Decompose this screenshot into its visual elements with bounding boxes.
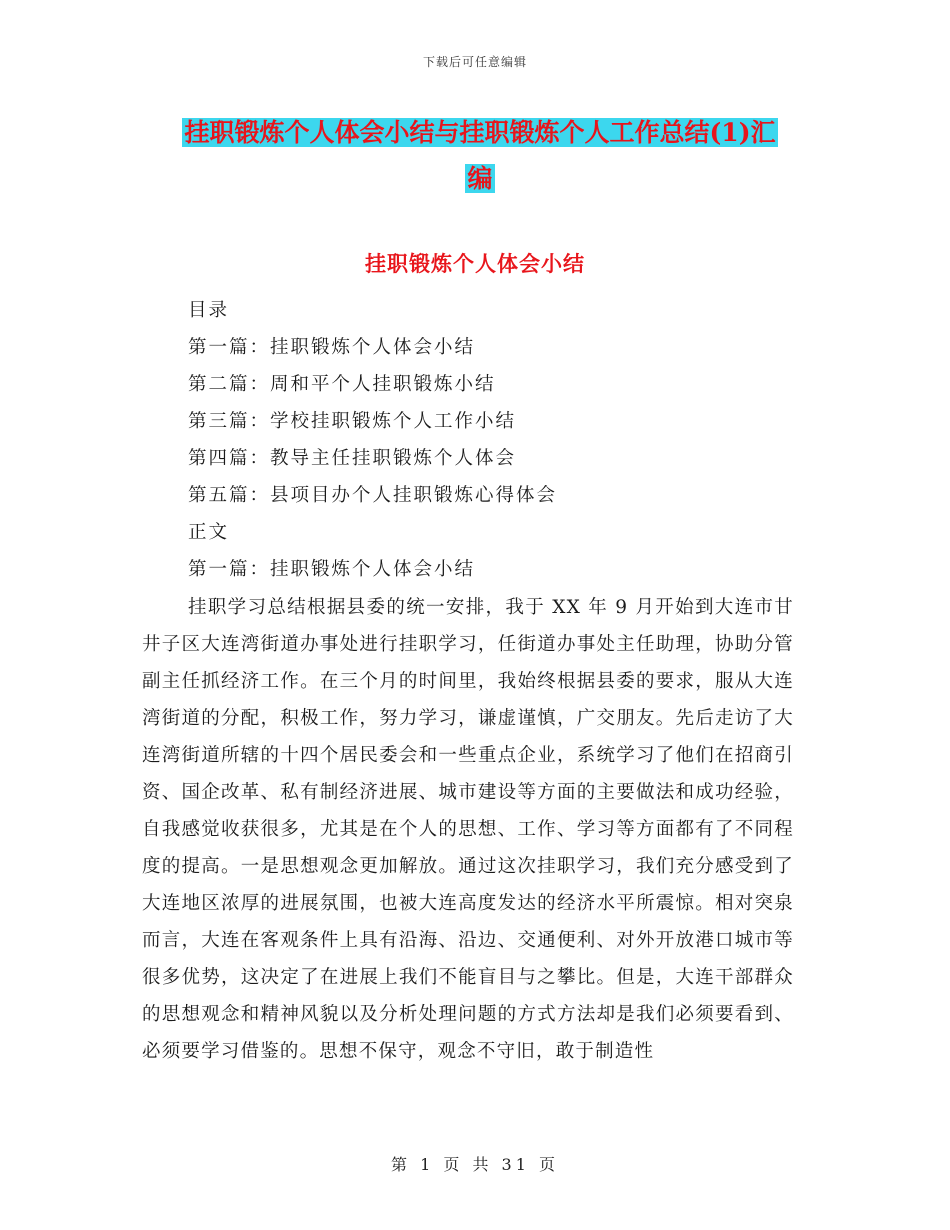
document-title [140, 110, 820, 202]
page-footer: 第 1 页 共 31 页 [391, 1155, 559, 1174]
toc-item: 第四篇：教导主任挂职锻炼个人体会 [188, 448, 517, 469]
section-title: 挂职锻炼个人体会小结 [365, 251, 585, 276]
toc-heading: 目录 [188, 300, 230, 321]
body-paragraph: 挂职学习总结根据县委的统一安排，我于 XX 年 9 月开始到大连市甘井子区大连湾街道办事处进行挂职学习，任街道办事处主任助理，协助分管副主任抓经济工作。在三个月的时间里，我始终根据县委的要求，服从大连湾街道的分配，积极工作，努力学习，谦虚谨慎，广交朋友。先后走访了大连湾街道所辖的十四个居民委会和一些重点企业，系统学习了他们在招商引资、国企改革、私有制经济进展、城市建设等方面的主要做法和成功经验，自我感觉收获很多，尤其是在个人的思想、工作、学习等方面都有了不同程度的提高。一是思想观念更加解放。通过这次挂职学习，我们充分感受到了大连地区浓厚的进展氛围，也被大连高度发达的经济水平所震惊。相对突泉而言，大连在客观条件上具有沿海、沿边、交通便利、对外开放港口城市等很多优势，这决定了在进展上我们不能盲目与之攀比。但是，大连干部群众的思想观念和精神风貌以及分析处理问题的方式方法却是我们必须要看到、必须要学习借鉴的。思想不保守，观念不守旧，敢于制造性 [142, 597, 794, 1062]
page-header: 下载后可任意编辑 [422, 55, 527, 69]
body-heading: 正文 [188, 522, 230, 543]
toc-item: 第三篇：学校挂职锻炼个人工作小结 [188, 411, 517, 432]
table-of-contents [188, 292, 828, 588]
toc-item: 第二篇：周和平个人挂职锻炼小结 [188, 374, 496, 395]
document-title-line-1: 挂职锻炼个人体会小结与挂职锻炼个人工作总结(1)汇 [184, 118, 776, 147]
toc-item: 第一篇：挂职锻炼个人体会小结 [188, 337, 476, 358]
toc-item: 第五篇：县项目办个人挂职锻炼心得体会 [188, 485, 558, 506]
document-title-line-2: 编 [467, 164, 493, 193]
chapter-heading: 第一篇：挂职锻炼个人体会小结 [188, 559, 476, 580]
